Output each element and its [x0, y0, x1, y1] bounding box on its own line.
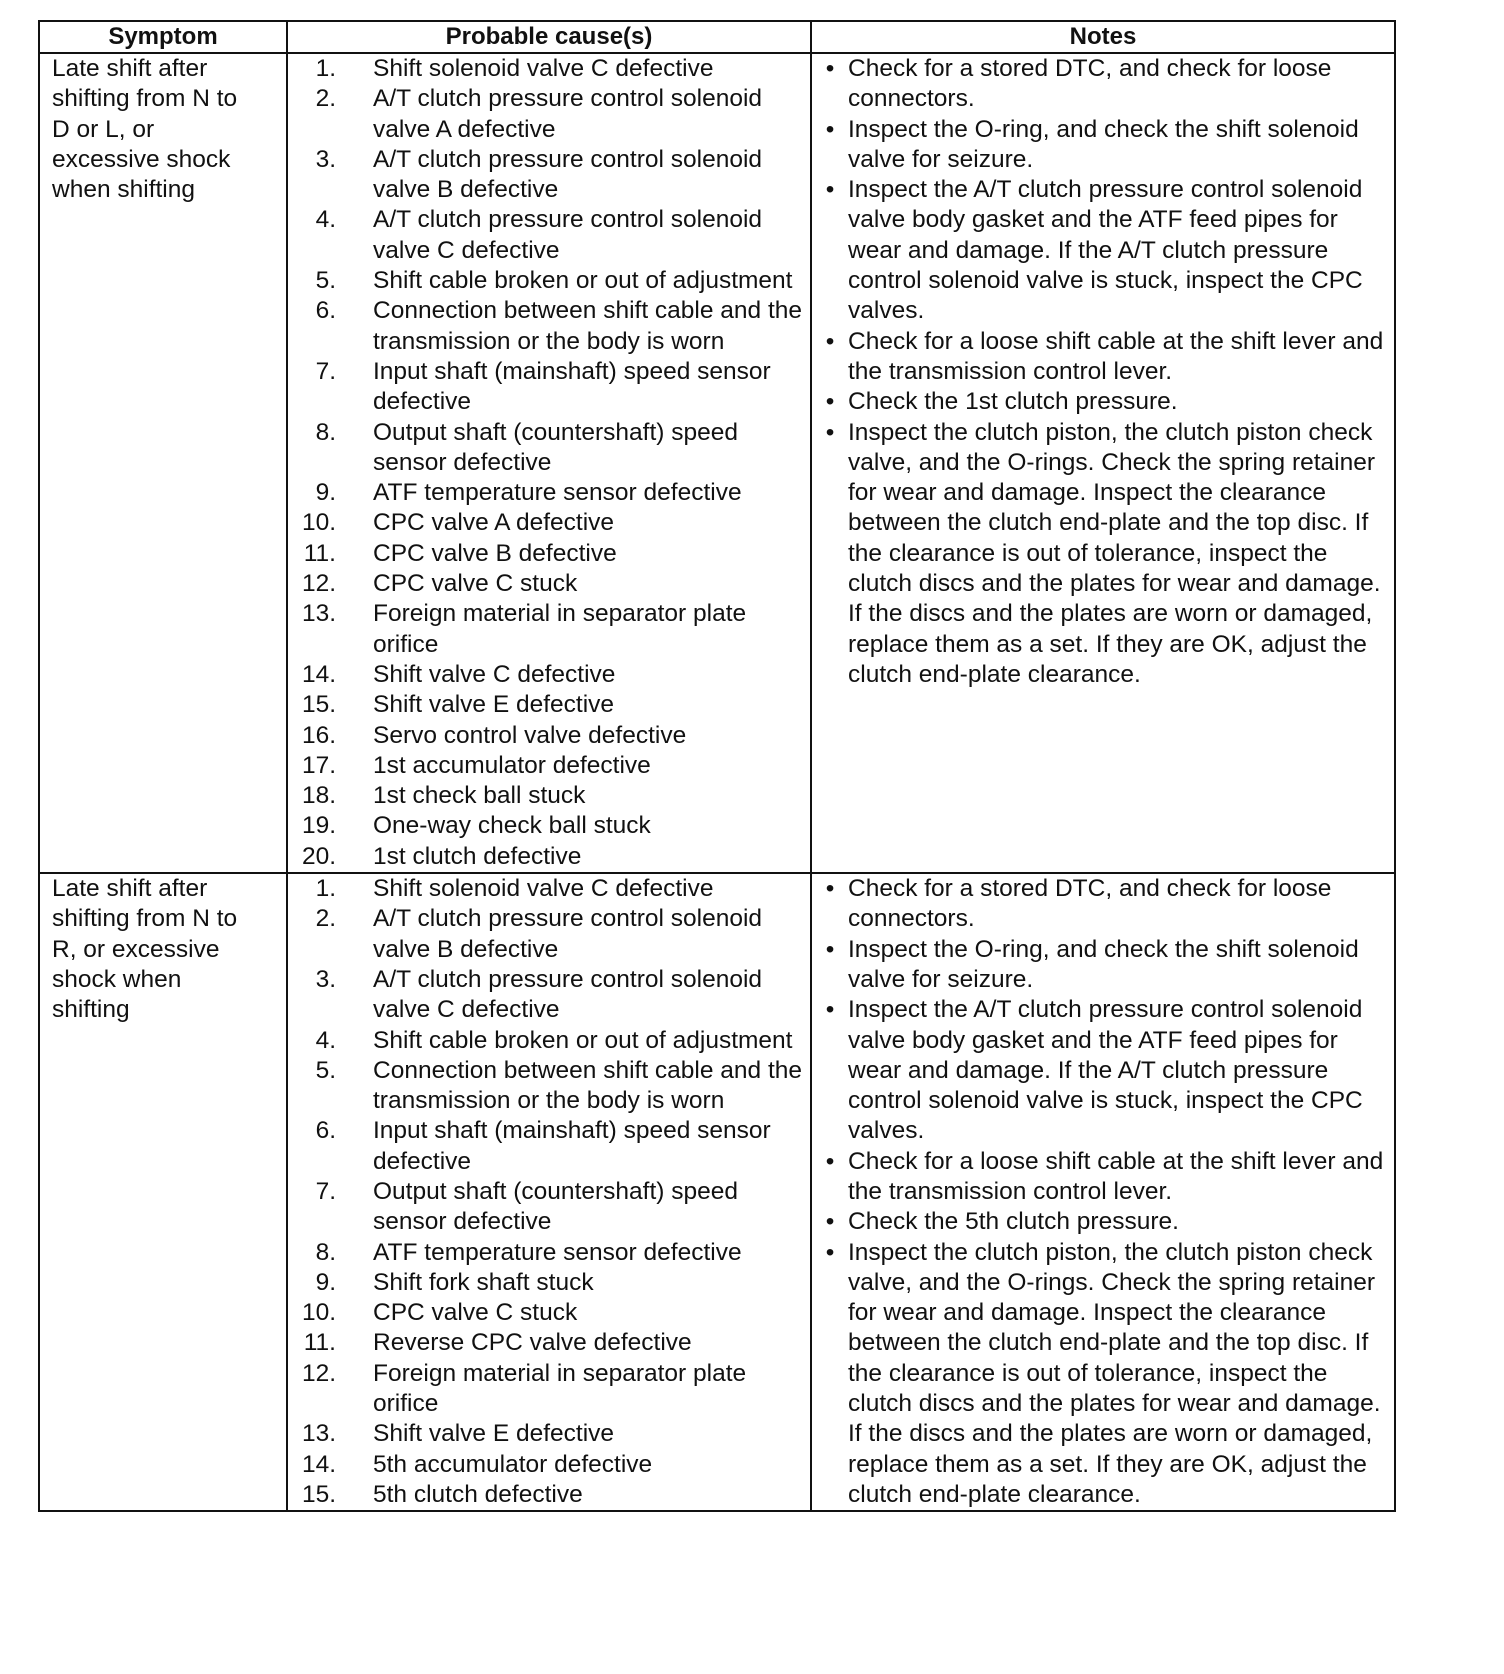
note-item — [812, 387, 1394, 417]
bullet-icon: • — [825, 996, 835, 1024]
note-text: Inspect the O-ring, and check the shift solenoid valve for seizure. — [848, 115, 1359, 173]
cause-text: ATF temperature sensor defective — [373, 479, 742, 507]
table-row — [39, 53, 1395, 873]
cause-text: 1st check ball stuck — [373, 782, 586, 810]
cause-text: Foreign material in separator plate orifice — [373, 600, 747, 658]
cause-number: 9. — [315, 1268, 336, 1296]
note-text: Check for a stored DTC, and check for loose connectors. — [848, 55, 1332, 113]
cause-item — [288, 569, 810, 599]
cause-item — [288, 1026, 810, 1056]
note-text: Inspect the O-ring, and check the shift solenoid valve for seizure. — [848, 935, 1359, 993]
symptom-text: Late shift after shifting from N to R, or excessive shock when shifting — [52, 875, 238, 1024]
cause-text: One-way check ball stuck — [373, 812, 651, 840]
cause-text: A/T clutch pressure control solenoid valve C defective — [373, 206, 763, 264]
note-item — [812, 935, 1394, 996]
cause-number: 14. — [301, 660, 336, 688]
cause-number: 15. — [301, 691, 336, 719]
note-item — [812, 418, 1394, 691]
cause-number: 6. — [315, 1117, 336, 1145]
cause-text: Shift fork shaft stuck — [373, 1268, 594, 1296]
cause-item — [288, 1298, 810, 1328]
cause-text: Output shaft (countershaft) speed sensor defective — [373, 1177, 738, 1236]
symptom-cell — [39, 873, 287, 1511]
cause-item — [288, 84, 810, 145]
cause-text: Input shaft (mainshaft) speed sensor defective — [373, 1117, 771, 1175]
probable-causes-cell — [287, 873, 811, 1511]
cause-text: 5th accumulator defective — [373, 1450, 653, 1478]
cause-item — [288, 296, 810, 357]
cause-item — [288, 690, 810, 720]
bullet-icon: • — [825, 327, 835, 355]
cause-item — [288, 904, 810, 965]
note-text: Inspect the A/T clutch pressure control solenoid valve body gasket and the ATF feed pipes for wear and damage. If the A/T clutch pressure control solenoid valve is stuck, inspect the CPC valves. — [848, 996, 1363, 1145]
cause-item — [288, 418, 810, 479]
cause-item — [288, 1450, 810, 1480]
cause-number: 7. — [315, 1177, 336, 1205]
cause-item — [288, 1328, 810, 1358]
notes-cell — [811, 53, 1395, 873]
cause-text: 1st clutch defective — [373, 842, 582, 870]
cause-number: 4. — [315, 1026, 336, 1054]
note-text: Check for a stored DTC, and check for loose connectors. — [848, 875, 1332, 933]
cause-item — [288, 357, 810, 418]
note-text: Inspect the A/T clutch pressure control solenoid valve body gasket and the ATF feed pipes for wear and damage. If the A/T clutch pressure control solenoid valve is stuck, inspect the CPC valves. — [848, 176, 1363, 325]
cause-text: A/T clutch pressure control solenoid valve A defective — [373, 85, 763, 143]
cause-item — [288, 721, 810, 751]
bullet-icon: • — [825, 418, 835, 446]
cause-number: 14. — [301, 1450, 336, 1478]
bullet-icon: • — [825, 875, 835, 903]
cause-number: 8. — [315, 418, 336, 446]
note-item — [812, 115, 1394, 176]
cause-item — [288, 599, 810, 660]
cause-item — [288, 478, 810, 508]
cause-text: CPC valve C stuck — [373, 570, 578, 598]
bullet-icon: • — [825, 115, 835, 143]
note-text: Inspect the clutch piston, the clutch piston check valve, and the O-rings. Check the spring retainer for wear and damage. Inspect the clearance between the clutch end-plate and the top disc. If the clearance is out of tolerance, inspect the clutch discs and the plates for wear and damage. If the discs and the plates are worn or damaged, replace them as a set. If they are OK, adjust the clutch end-plate clearance. — [848, 418, 1381, 688]
cause-number: 10. — [301, 1299, 336, 1327]
cause-text: Foreign material in separator plate orifice — [373, 1359, 747, 1418]
note-text: Check the 1st clutch pressure. — [848, 388, 1178, 416]
bullet-icon: • — [825, 1147, 835, 1175]
cause-number: 13. — [301, 1420, 336, 1448]
note-item — [812, 1207, 1394, 1237]
cause-item — [288, 660, 810, 690]
cause-text: CPC valve A defective — [373, 509, 615, 537]
symptom-cell — [39, 53, 287, 873]
cause-text: Shift solenoid valve C defective — [373, 55, 714, 82]
cause-number: 19. — [301, 812, 336, 840]
cause-number: 8. — [315, 1238, 336, 1266]
cause-number: 18. — [301, 782, 336, 810]
bullet-icon: • — [825, 55, 835, 82]
cause-text: Shift valve E defective — [373, 1420, 615, 1448]
note-item — [812, 175, 1394, 326]
cause-number: 5. — [315, 1056, 336, 1084]
cause-text: ATF temperature sensor defective — [373, 1238, 742, 1266]
cause-text: Connection between shift cable and the transmission or the body is worn — [373, 1056, 803, 1115]
cause-number: 20. — [301, 842, 336, 870]
cause-item — [288, 1116, 810, 1177]
cause-item — [288, 781, 810, 811]
cause-text: Shift cable broken or out of adjustment — [373, 1026, 793, 1054]
cause-item — [288, 1359, 810, 1420]
header-probable-causes: Probable cause(s) — [287, 21, 811, 53]
cause-item — [288, 205, 810, 266]
bullet-icon: • — [825, 388, 835, 416]
cause-number: 6. — [315, 297, 336, 325]
cause-number: 1. — [315, 55, 336, 82]
cause-item — [288, 1238, 810, 1268]
cause-number: 11. — [303, 539, 336, 567]
cause-text: Shift valve E defective — [373, 691, 615, 719]
bullet-icon: • — [825, 935, 835, 963]
note-item — [812, 1147, 1394, 1208]
cause-text: 1st accumulator defective — [373, 751, 651, 779]
cause-text: Output shaft (countershaft) speed sensor defective — [373, 418, 738, 476]
cause-text: Input shaft (mainshaft) speed sensor defective — [373, 357, 771, 416]
cause-item — [288, 965, 810, 1026]
cause-item — [288, 539, 810, 569]
table-row — [39, 873, 1395, 1511]
cause-text: Connection between shift cable and the transmission or the body is worn — [373, 297, 803, 355]
cause-text: CPC valve B defective — [373, 539, 617, 567]
header-notes: Notes — [811, 21, 1395, 53]
cause-text: Reverse CPC valve defective — [373, 1329, 692, 1357]
note-text: Check the 5th clutch pressure. — [848, 1208, 1179, 1236]
note-text: Check for a loose shift cable at the shift lever and the transmission control lever. — [848, 1147, 1384, 1205]
cause-number: 10. — [301, 509, 336, 537]
cause-list — [288, 874, 810, 1510]
probable-causes-cell — [287, 53, 811, 873]
cause-item — [288, 842, 810, 872]
note-item — [812, 995, 1394, 1146]
cause-item — [288, 1480, 810, 1510]
header-symptom: Symptom — [39, 21, 287, 53]
cause-number: 17. — [301, 751, 336, 779]
cause-item — [288, 811, 810, 841]
cause-item — [288, 874, 810, 904]
cause-number: 13. — [301, 600, 336, 628]
cause-item — [288, 1056, 810, 1117]
cause-number: 16. — [301, 721, 336, 749]
cause-item — [288, 1419, 810, 1449]
notes-list — [812, 54, 1394, 690]
cause-number: 7. — [315, 357, 336, 385]
cause-text: 5th clutch defective — [373, 1480, 583, 1508]
notes-cell — [811, 873, 1395, 1511]
troubleshooting-table — [38, 20, 1396, 1512]
bullet-icon: • — [825, 1238, 835, 1266]
cause-text: Servo control valve defective — [373, 721, 687, 749]
cause-item — [288, 751, 810, 781]
cause-text: Shift valve C defective — [373, 660, 616, 688]
cause-text: Shift solenoid valve C defective — [373, 875, 714, 903]
header-row — [39, 21, 1395, 53]
cause-number: 15. — [301, 1480, 336, 1508]
cause-text: CPC valve C stuck — [373, 1299, 578, 1327]
cause-number: 4. — [315, 206, 336, 234]
cause-number: 9. — [315, 479, 336, 507]
notes-list — [812, 874, 1394, 1510]
cause-number: 2. — [315, 85, 336, 113]
note-text: Inspect the clutch piston, the clutch piston check valve, and the O-rings. Check the spring retainer for wear and damage. Inspect the clearance between the clutch end-plate and the top disc. If the clearance is out of tolerance, inspect the clutch discs and the plates for wear and damage. If the discs and the plates are worn or damaged, replace them as a set. If they are OK, adjust the clutch end-plate clearance. — [848, 1238, 1381, 1508]
cause-text: A/T clutch pressure control solenoid valve B defective — [373, 905, 763, 963]
table-body — [39, 53, 1395, 1511]
cause-number: 5. — [315, 267, 336, 295]
cause-item — [288, 266, 810, 296]
note-item — [812, 1238, 1394, 1511]
cause-text: A/T clutch pressure control solenoid valve B defective — [373, 145, 763, 204]
cause-text: A/T clutch pressure control solenoid valve C defective — [373, 965, 763, 1024]
cause-number: 11. — [303, 1329, 336, 1357]
note-text: Check for a loose shift cable at the shift lever and the transmission control lever. — [848, 327, 1384, 385]
cause-item — [288, 1268, 810, 1298]
cause-number: 3. — [315, 145, 336, 173]
note-item — [812, 327, 1394, 388]
cause-number: 12. — [301, 570, 336, 598]
cause-item — [288, 145, 810, 206]
bullet-icon: • — [825, 1208, 835, 1236]
cause-item — [288, 1177, 810, 1238]
cause-list — [288, 54, 810, 872]
note-item — [812, 874, 1394, 935]
cause-item — [288, 508, 810, 538]
cause-number: 1. — [315, 875, 336, 903]
cause-item — [288, 54, 810, 84]
note-item — [812, 54, 1394, 115]
cause-number: 3. — [315, 965, 336, 993]
symptom-text: Late shift after shifting from N to D or L, or excessive shock when shifting — [52, 55, 238, 204]
cause-number: 12. — [301, 1359, 336, 1387]
bullet-icon: • — [825, 176, 835, 204]
cause-number: 2. — [315, 905, 336, 933]
cause-text: Shift cable broken or out of adjustment — [373, 267, 793, 295]
